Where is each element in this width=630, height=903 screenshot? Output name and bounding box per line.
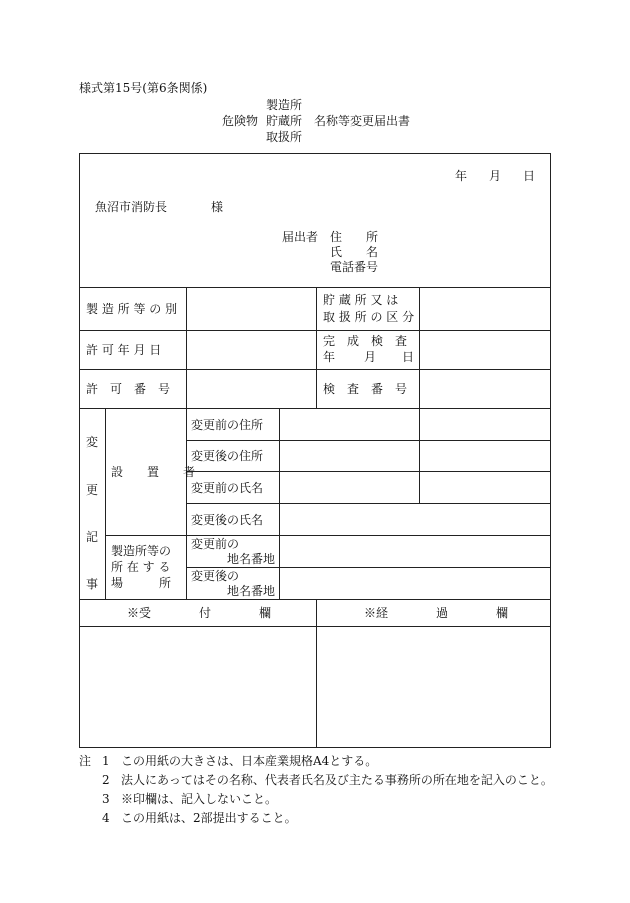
note-number: 3 xyxy=(102,792,110,806)
date-month: 月 xyxy=(489,169,502,183)
change-side-2: 更 xyxy=(85,483,98,497)
applicant-address-label: 住 所 xyxy=(330,230,379,244)
after-lot-label-1: 変更後の xyxy=(191,569,240,583)
note-text: 法人にあってはその名称、代表者氏名及び主たる事務所の所在地を記入のこと。 xyxy=(121,773,553,787)
divider xyxy=(79,330,551,331)
location-label-2: 所 在 す る xyxy=(111,560,171,574)
inspection-number-label: 検 査 番 号 xyxy=(323,382,408,396)
divider xyxy=(186,287,187,599)
title-line-storage: 貯蔵所 xyxy=(266,114,303,128)
title-prefix: 危険物 xyxy=(222,114,259,128)
before-lot-label-2: 地名番地 xyxy=(227,552,276,566)
installer-label: 設 置 者 xyxy=(111,465,196,479)
date-day: 日 xyxy=(523,169,536,183)
before-lot-label-1: 変更前の xyxy=(191,537,240,551)
storage-type-label-1: 貯 蔵 所 又 は xyxy=(323,293,399,307)
divider xyxy=(186,440,551,441)
applicant-phone-label: 電話番号 xyxy=(330,260,379,274)
title-suffix: 名称等変更届出書 xyxy=(314,114,411,128)
note-text: この用紙の大きさは、日本産業規格A4とする。 xyxy=(121,754,378,768)
before-address-label: 変更前の住所 xyxy=(191,418,264,432)
note-text: この用紙は、2部提出すること。 xyxy=(121,811,297,825)
title-line-manufacture: 製造所 xyxy=(266,98,303,112)
title-line-handling: 取扱所 xyxy=(266,130,303,144)
facility-type-text: 製 造 所 等 の 別 xyxy=(86,301,178,316)
inspection-year: 年 xyxy=(323,350,336,364)
divider xyxy=(316,287,317,408)
change-side-4: 事 xyxy=(85,577,98,591)
location-label-1: 製造所等の xyxy=(111,544,172,558)
progress-header: ※経 過 欄 xyxy=(364,606,509,620)
divider xyxy=(186,503,551,504)
date-year: 年 xyxy=(455,169,468,183)
divider xyxy=(279,408,280,599)
location-label-3: 場 所 xyxy=(111,576,172,590)
storage-type-label-2: 取 扱 所 の 区 分 xyxy=(323,310,415,324)
change-side-1: 変 xyxy=(85,435,98,449)
addressee-honorific: 様 xyxy=(211,200,224,214)
change-side-3: 記 xyxy=(85,530,98,544)
facility-type-label xyxy=(79,288,186,330)
applicant-label: 届出者 xyxy=(282,230,319,244)
after-address-label: 変更後の住所 xyxy=(191,449,264,463)
permit-date-label: 許 可 年 月 日 xyxy=(86,343,162,357)
divider xyxy=(79,369,551,370)
divider xyxy=(79,599,551,600)
divider xyxy=(186,471,551,472)
note-number: 4 xyxy=(102,811,110,825)
permit-number-label: 許 可 番 号 xyxy=(86,382,171,396)
before-name-label: 変更前の氏名 xyxy=(191,481,264,495)
divider xyxy=(186,567,551,568)
note-text: ※印欄は、記入しないこと。 xyxy=(121,792,278,806)
divider xyxy=(105,408,106,599)
applicant-name-label: 氏 名 xyxy=(330,245,379,259)
note-number: 1 xyxy=(102,754,110,768)
note-number: 2 xyxy=(102,773,110,787)
notes-prefix: 注 xyxy=(79,754,92,768)
divider xyxy=(79,408,551,409)
inspection-label: 完 成 検 査 xyxy=(323,334,408,348)
inspection-month: 月 xyxy=(364,350,377,364)
divider xyxy=(419,287,420,408)
form-number: 様式第15号(第6条関係) xyxy=(79,81,208,95)
after-lot-label-2: 地名番地 xyxy=(227,584,276,598)
divider xyxy=(79,626,551,627)
reception-header: ※受 付 欄 xyxy=(127,606,272,620)
divider xyxy=(105,535,551,536)
addressee-name: 魚沼市消防長 xyxy=(95,200,168,214)
inspection-day: 日 xyxy=(402,350,415,364)
divider xyxy=(419,408,420,503)
after-name-label: 変更後の氏名 xyxy=(191,513,264,527)
divider xyxy=(316,599,317,748)
